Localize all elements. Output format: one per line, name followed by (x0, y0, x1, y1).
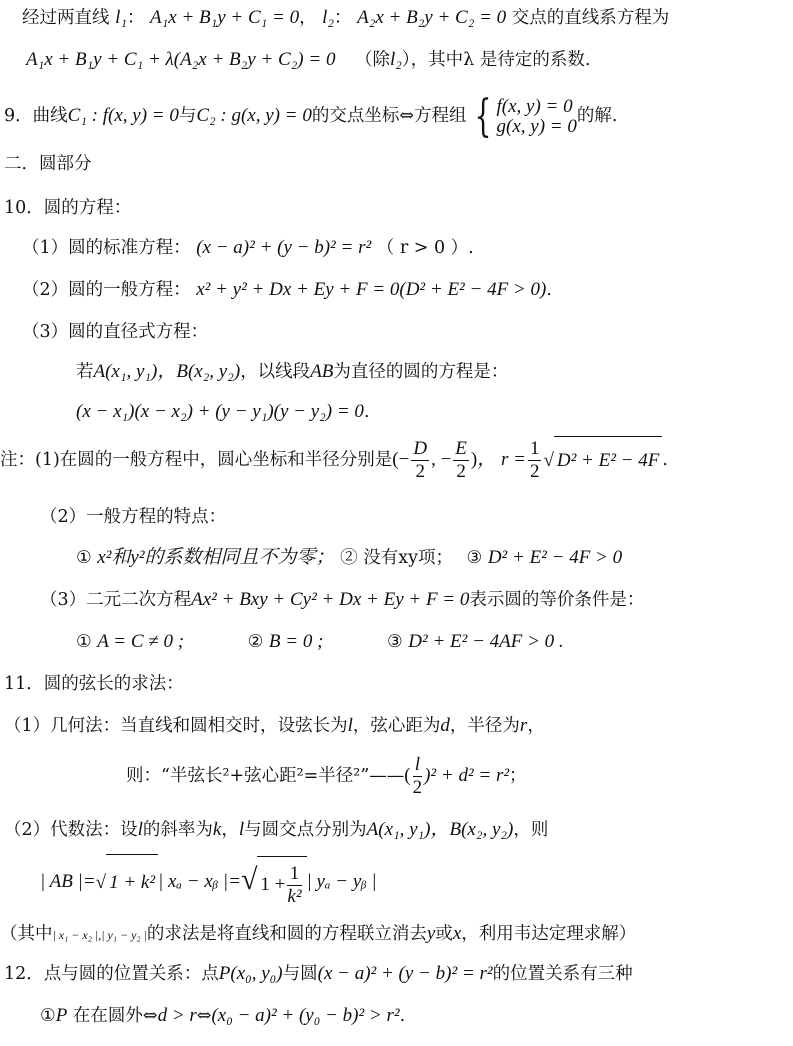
math-r: r (519, 715, 528, 736)
frac-den: k² (287, 886, 302, 907)
text: . (662, 450, 668, 470)
text: （除 (355, 50, 391, 70)
section-heading: 二．圆部分 (4, 154, 92, 174)
math-l2-eq: A₂x + B₂y + C₂ = 0 (357, 7, 507, 28)
sqrt-radical: √ D² + E² − 4F (543, 436, 662, 485)
text: 的位置关系有三种 (492, 964, 633, 984)
frac-num: 1 (287, 863, 301, 886)
text: （1）圆的标准方程： (22, 238, 191, 258)
text: ），其中λ 是待定的系数. (401, 50, 591, 70)
text: 表示圆的等价条件是： (469, 590, 645, 610)
circled-3: ③ (387, 632, 403, 652)
math-l2: l₂ (322, 7, 335, 28)
text: 的斜率为 (142, 820, 213, 840)
text: 注：(1)在圆的一般方程中，圆心坐标和半径分别是 (0, 450, 393, 470)
frac-num: D (413, 438, 428, 459)
radicand: 1 + k² (106, 854, 158, 911)
iff-symbol: ⇔ (142, 1006, 158, 1026)
math-abs: | x₁ − x₂ |,| y₁ − y₂ | (52, 928, 147, 942)
circled-3: ③ (466, 548, 483, 568)
circled-2: ② (247, 632, 264, 652)
item-12-title (4, 962, 633, 986)
frac-num: l (413, 754, 423, 777)
frac-den: 2 (415, 461, 425, 482)
frac-num: 1 (529, 438, 540, 459)
text: ， (221, 820, 239, 840)
text: ，以线段 (240, 362, 311, 382)
math-points: A(x₁, y₁)，B(x₂, y₂) (93, 361, 241, 382)
item-10-title: 10．圆的方程： (4, 198, 132, 218)
note-3-conditions (76, 630, 564, 654)
equation-system (469, 90, 577, 142)
sqrt-radical-2: √ 1 + $\frac{1}{\text{k²}}$ (241, 852, 307, 913)
frac-num: E (455, 438, 467, 459)
text: ； (509, 766, 527, 786)
math-dia-eq: (x − x₁)(x − x₂) + (y − y₁)(y − y₂) = 0 (76, 401, 364, 422)
text: . (363, 402, 370, 422)
math-xdiff: | xₐ − xᵦ |= (158, 871, 241, 892)
math-l: l (137, 819, 143, 840)
math-cond: d > r (157, 1005, 197, 1026)
math-c1: C₁ : f(x, y) = 0 (67, 105, 179, 126)
math-d: d (440, 715, 450, 736)
algebraic-method (4, 818, 548, 842)
circled-2: ② (340, 548, 358, 568)
math-c2: C₂ : g(x, y) = 0 (196, 105, 312, 126)
math-l: l (238, 819, 245, 840)
math-y: y (426, 923, 436, 944)
text: 经过两直线 (22, 8, 110, 28)
feature-3: D² + E² − 4F > 0 (487, 547, 623, 568)
text: （其中 (0, 924, 53, 944)
text: 与圆交点分别为 (244, 820, 367, 840)
iff-symbol: ⇔ (399, 106, 414, 126)
math-ab: | AB |= (40, 871, 96, 892)
circled-1: ① (76, 632, 92, 652)
math-points: A(x₁, y₁)，B(x₂, y₂) (366, 819, 514, 840)
text: （2）代数法：设 (4, 820, 138, 840)
text: 方程组 (414, 106, 467, 126)
text: 的交点坐标 (311, 106, 400, 126)
diameter-equation (76, 400, 370, 424)
text: ，弦心距为 (352, 716, 441, 736)
math-close: ) (470, 449, 478, 470)
condition-1: A = C ≠ 0 ; (97, 631, 185, 652)
circled-1: ① (76, 548, 92, 568)
pythagorean-rule (126, 752, 527, 800)
text: 或 (435, 924, 453, 944)
text: （ r > 0 ）. (376, 238, 474, 258)
text: . (546, 280, 552, 300)
text: ， (527, 716, 545, 736)
condition-2: B = 0 ; (268, 631, 324, 652)
feature-1: x²和y²的系数相同且不为零； (97, 547, 335, 568)
math-open: (− (392, 449, 410, 470)
math-point: P(x₀, y₀) (218, 963, 283, 984)
math-circle: (x − a)² + (y − b)² = r² (317, 963, 493, 984)
standard-equation (22, 236, 474, 260)
text: 9．曲线 (4, 106, 68, 126)
line-family-equation (26, 48, 590, 72)
math-quad-eq: Ax² + Bxy + Cy² + Dx + Ey + F = 0 (191, 589, 470, 610)
fraction-l-over-2 (413, 754, 423, 799)
fraction-1-over-k2 (287, 863, 301, 908)
math-x: x (452, 923, 462, 944)
math-rule-eq: )² + d² = r² (424, 765, 510, 786)
iff-symbol: ⇔ (196, 1006, 212, 1026)
point-outside-circle (40, 1004, 405, 1028)
math-sys-row2: g(x, y) = 0 (496, 115, 577, 137)
method-remark (0, 922, 636, 947)
text: 的解. (576, 106, 618, 126)
fraction-d-over-2 (411, 438, 429, 483)
fraction-e-over-2 (453, 438, 469, 483)
chord-length-formula (40, 852, 377, 913)
frac-den: 2 (412, 777, 423, 798)
sqrt-radical: √ 1 + k² (96, 854, 158, 911)
fraction-half (528, 438, 542, 483)
math-std-eq: (x − a)² + (y − b)² = r² (196, 237, 372, 258)
condition-3: D² + E² − 4AF > 0 . (408, 631, 564, 652)
math-sys-row1: f(x, y) = 0 (496, 95, 573, 117)
text: 交点的直线系方程为 (511, 8, 670, 28)
text: 与 (178, 106, 197, 126)
text: ，利用韦达定理求解） (461, 924, 637, 944)
math-comma: , − (431, 449, 452, 470)
text: . (399, 1006, 406, 1026)
text: 的求法是将直线和圆的方程联立消去 (146, 924, 427, 944)
text: 12．点与圆的位置关系：点 (4, 964, 219, 984)
math-l1-eq: A₁x + B₁y + C₁ = 0 (150, 7, 300, 28)
text: 在在圆外 (72, 1006, 143, 1026)
text: （2）圆的一般方程： (22, 280, 191, 300)
brace-icon: { (474, 90, 491, 142)
math-one: 1 + (260, 874, 286, 895)
dash: —— (369, 766, 405, 786)
line-system-intro: 经过两直线 l₁： A₁x + B₁y + C₁ = 0， l₂： A₂x + B₂y + C₂ = 0 交点的直线系方程为 (22, 7, 670, 28)
note-1 (0, 436, 668, 485)
math-open: ( (404, 765, 411, 786)
math-k: k (212, 819, 222, 840)
math-ydiff: | yₐ − yᵦ | (306, 871, 377, 892)
math-ab: AB (310, 361, 334, 382)
radicand: D² + E² − 4F (554, 436, 662, 485)
math-gen-eq: x² + y² + Dx + Ey + F = 0(D² + E² − 4F > 0) (196, 279, 547, 300)
note-2-label: （2）一般方程的特点： (40, 507, 227, 527)
frac-den: 2 (529, 461, 540, 482)
circled-1: ① (40, 1006, 56, 1026)
math-r: ， r = (477, 449, 526, 470)
geometric-method (4, 714, 545, 738)
text: 若 (76, 362, 94, 382)
text: （3）二元二次方程 (40, 590, 192, 610)
note-2-features (76, 546, 622, 570)
feature-2: 没有xy项； (363, 548, 453, 568)
general-equation (22, 278, 552, 302)
text: 为直径的圆的方程是： (333, 362, 509, 382)
math-outside-eq: (x₀ − a)² + (y₀ − b)² > r² (211, 1005, 400, 1026)
text: ，则 (513, 820, 549, 840)
math-l: l (347, 715, 353, 736)
math-l1: l₁ (115, 7, 127, 28)
diameter-form-label: （3）圆的直径式方程： (22, 322, 209, 342)
text: 与圆 (282, 964, 318, 984)
frac-den: 2 (456, 461, 466, 482)
math-family-eq: A₁x + B₁y + C₁ + λ(A₂x + B₂y + C₂) = 0 (26, 49, 336, 70)
text: 则：“半弦长²+弦心距²=半径²” (126, 766, 370, 786)
text: ，半径为 (449, 716, 520, 736)
math-l2: l₂ (390, 49, 402, 70)
item-11-title: 11．圆的弦长的求法： (4, 674, 184, 694)
note-3 (40, 588, 644, 612)
text: （1）几何法：当直线和圆相交时，设弦长为 (4, 716, 348, 736)
item-9 (4, 90, 618, 142)
diameter-form-text (76, 360, 508, 384)
math-p: P (55, 1005, 68, 1026)
